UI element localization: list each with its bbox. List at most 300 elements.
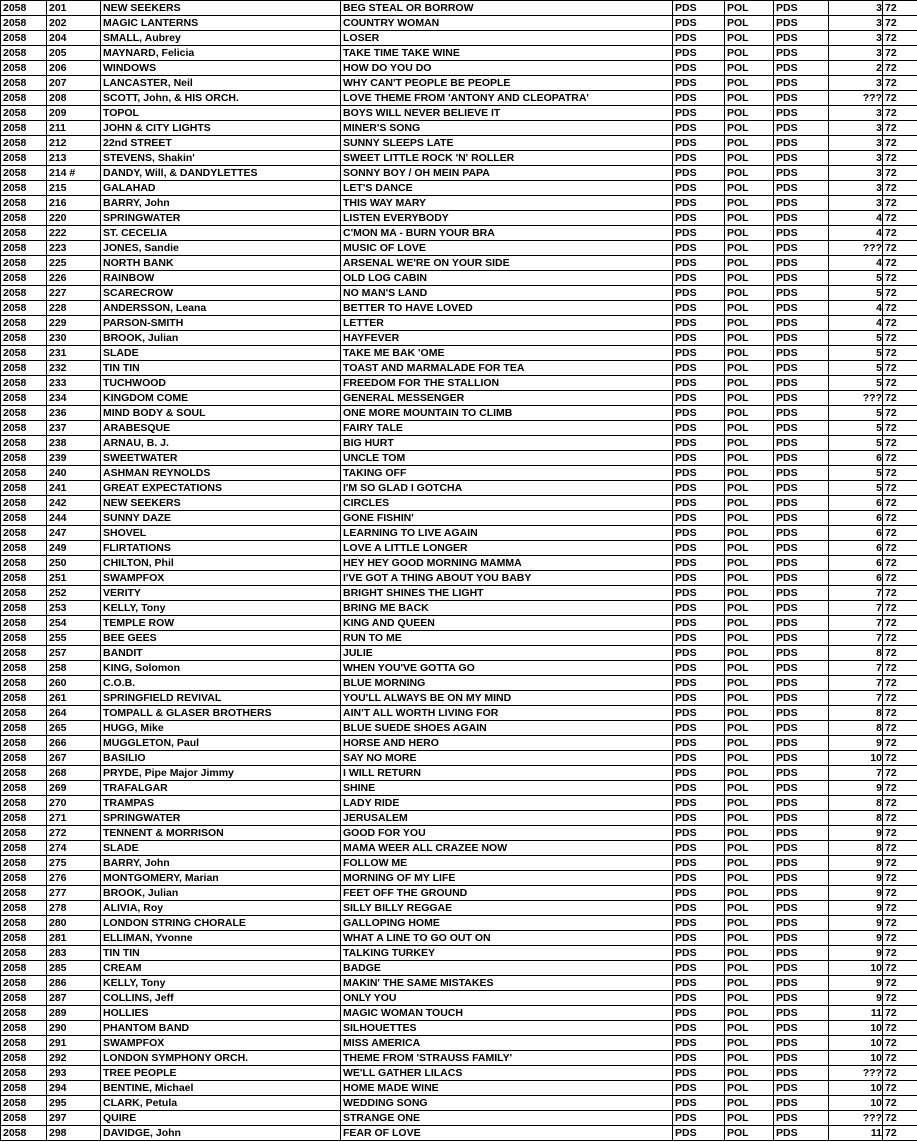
table-row — [1, 166, 917, 181]
code1-cell: PDS — [673, 796, 725, 811]
code1-cell: PDS — [673, 151, 725, 166]
position-cell: 8 — [829, 646, 883, 661]
code1-cell: PDS — [673, 1051, 725, 1066]
label-cell: 2058 — [1, 226, 47, 241]
artist-cell: KINGDOM COME — [101, 391, 341, 406]
catalog-number-cell: 223 — [47, 241, 101, 256]
catalog-number-cell: 220 — [47, 211, 101, 226]
code2-cell: POL — [725, 1111, 774, 1126]
label-cell: 2058 — [1, 1111, 47, 1126]
title-cell: LADY RIDE — [341, 796, 673, 811]
code2-cell: POL — [725, 196, 774, 211]
artist-cell: TIN TIN — [101, 946, 341, 961]
code3-cell: PDS — [774, 31, 829, 46]
catalog-number-cell: 226 — [47, 271, 101, 286]
code1-cell: PDS — [673, 616, 725, 631]
code3-cell: PDS — [774, 511, 829, 526]
artist-cell: ARNAU, B. J. — [101, 436, 341, 451]
code3-cell: PDS — [774, 391, 829, 406]
artist-cell: ALIVIA, Roy — [101, 901, 341, 916]
code3-cell: PDS — [774, 976, 829, 991]
catalog-number-cell: 215 — [47, 181, 101, 196]
artist-cell: SWAMPFOX — [101, 571, 341, 586]
catalog-number-cell: 270 — [47, 796, 101, 811]
code1-cell: PDS — [673, 1006, 725, 1021]
year-cell: 72 — [883, 916, 917, 931]
code2-cell: POL — [725, 316, 774, 331]
catalog-number-cell: 234 — [47, 391, 101, 406]
label-cell: 2058 — [1, 811, 47, 826]
position-cell: 10 — [829, 1051, 883, 1066]
label-cell: 2058 — [1, 751, 47, 766]
artist-cell: BENTINE, Michael — [101, 1081, 341, 1096]
code1-cell: PDS — [673, 106, 725, 121]
code3-cell: PDS — [774, 106, 829, 121]
label-cell: 2058 — [1, 61, 47, 76]
title-cell: BRING ME BACK — [341, 601, 673, 616]
artist-cell: HOLLIES — [101, 1006, 341, 1021]
code3-cell: PDS — [774, 841, 829, 856]
label-cell: 2058 — [1, 646, 47, 661]
code2-cell: POL — [725, 331, 774, 346]
artist-cell: SUNNY DAZE — [101, 511, 341, 526]
catalog-number-cell: 237 — [47, 421, 101, 436]
title-cell: WHAT A LINE TO GO OUT ON — [341, 931, 673, 946]
code3-cell: PDS — [774, 61, 829, 76]
catalog-number-cell: 260 — [47, 676, 101, 691]
table-row — [1, 886, 917, 901]
table-row — [1, 511, 917, 526]
code3-cell: PDS — [774, 826, 829, 841]
artist-cell: LONDON SYMPHONY ORCH. — [101, 1051, 341, 1066]
label-cell: 2058 — [1, 526, 47, 541]
label-cell: 2058 — [1, 46, 47, 61]
code2-cell: POL — [725, 856, 774, 871]
position-cell: ??? — [829, 1066, 883, 1081]
catalog-number-cell: 271 — [47, 811, 101, 826]
year-cell: 72 — [883, 961, 917, 976]
title-cell: COUNTRY WOMAN — [341, 16, 673, 31]
code2-cell: POL — [725, 901, 774, 916]
catalog-number-cell: 229 — [47, 316, 101, 331]
position-cell: 3 — [829, 46, 883, 61]
catalog-number-cell: 278 — [47, 901, 101, 916]
title-cell: FAIRY TALE — [341, 421, 673, 436]
artist-cell: HUGG, Mike — [101, 721, 341, 736]
artist-cell: KELLY, Tony — [101, 976, 341, 991]
title-cell: CIRCLES — [341, 496, 673, 511]
artist-cell: JOHN & CITY LIGHTS — [101, 121, 341, 136]
artist-cell: SPRINGWATER — [101, 211, 341, 226]
artist-cell: TENNENT & MORRISON — [101, 826, 341, 841]
title-cell: BRIGHT SHINES THE LIGHT — [341, 586, 673, 601]
year-cell: 72 — [883, 616, 917, 631]
label-cell: 2058 — [1, 661, 47, 676]
year-cell: 72 — [883, 931, 917, 946]
year-cell: 72 — [883, 556, 917, 571]
year-cell: 72 — [883, 661, 917, 676]
artist-cell: PARSON-SMITH — [101, 316, 341, 331]
title-cell: BIG HURT — [341, 436, 673, 451]
year-cell: 72 — [883, 1096, 917, 1111]
code1-cell: PDS — [673, 601, 725, 616]
label-cell: 2058 — [1, 346, 47, 361]
code2-cell: POL — [725, 46, 774, 61]
code2-cell: POL — [725, 646, 774, 661]
artist-cell: LONDON STRING CHORALE — [101, 916, 341, 931]
catalog-number-cell: 297 — [47, 1111, 101, 1126]
artist-cell: NORTH BANK — [101, 256, 341, 271]
position-cell: 6 — [829, 541, 883, 556]
artist-cell: SWAMPFOX — [101, 1036, 341, 1051]
title-cell: MAKIN' THE SAME MISTAKES — [341, 976, 673, 991]
title-cell: THIS WAY MARY — [341, 196, 673, 211]
year-cell: 72 — [883, 316, 917, 331]
year-cell: 72 — [883, 1111, 917, 1126]
code1-cell: PDS — [673, 331, 725, 346]
code3-cell: PDS — [774, 796, 829, 811]
catalog-number-cell: 269 — [47, 781, 101, 796]
title-cell: LET'S DANCE — [341, 181, 673, 196]
table-row — [1, 436, 917, 451]
artist-cell: BROOK, Julian — [101, 331, 341, 346]
code2-cell: POL — [725, 181, 774, 196]
year-cell: 72 — [883, 226, 917, 241]
label-cell: 2058 — [1, 271, 47, 286]
code2-cell: POL — [725, 721, 774, 736]
position-cell: 3 — [829, 31, 883, 46]
position-cell: 10 — [829, 1096, 883, 1111]
code1-cell: PDS — [673, 541, 725, 556]
table-row — [1, 721, 917, 736]
title-cell: SWEET LITTLE ROCK 'N' ROLLER — [341, 151, 673, 166]
label-cell: 2058 — [1, 106, 47, 121]
year-cell: 72 — [883, 991, 917, 1006]
table-row — [1, 751, 917, 766]
title-cell: TALKING TURKEY — [341, 946, 673, 961]
position-cell: 7 — [829, 586, 883, 601]
code3-cell: PDS — [774, 166, 829, 181]
code1-cell: PDS — [673, 586, 725, 601]
title-cell: STRANGE ONE — [341, 1111, 673, 1126]
table-row — [1, 391, 917, 406]
catalog-number-cell: 244 — [47, 511, 101, 526]
catalog-number-cell: 227 — [47, 286, 101, 301]
year-cell: 72 — [883, 811, 917, 826]
title-cell: MISS AMERICA — [341, 1036, 673, 1051]
position-cell: 8 — [829, 796, 883, 811]
position-cell: 9 — [829, 946, 883, 961]
title-cell: SHINE — [341, 781, 673, 796]
label-cell: 2058 — [1, 886, 47, 901]
catalog-number-cell: 291 — [47, 1036, 101, 1051]
year-cell: 72 — [883, 511, 917, 526]
title-cell: SAY NO MORE — [341, 751, 673, 766]
artist-cell: SCOTT, John, & HIS ORCH. — [101, 91, 341, 106]
title-cell: BLUE MORNING — [341, 676, 673, 691]
table-row — [1, 526, 917, 541]
title-cell: LOVE A LITTLE LONGER — [341, 541, 673, 556]
label-cell: 2058 — [1, 841, 47, 856]
table-row — [1, 241, 917, 256]
catalog-number-cell: 225 — [47, 256, 101, 271]
label-cell: 2058 — [1, 196, 47, 211]
position-cell: 3 — [829, 181, 883, 196]
year-cell: 72 — [883, 1, 917, 16]
code1-cell: PDS — [673, 676, 725, 691]
code3-cell: PDS — [774, 1066, 829, 1081]
table-row — [1, 556, 917, 571]
artist-cell: STEVENS, Shakin' — [101, 151, 341, 166]
position-cell: 6 — [829, 556, 883, 571]
artist-cell: TIN TIN — [101, 361, 341, 376]
label-cell: 2058 — [1, 571, 47, 586]
artist-cell: GREAT EXPECTATIONS — [101, 481, 341, 496]
code1-cell: PDS — [673, 181, 725, 196]
year-cell: 72 — [883, 856, 917, 871]
label-cell: 2058 — [1, 556, 47, 571]
position-cell: 7 — [829, 661, 883, 676]
label-cell: 2058 — [1, 451, 47, 466]
table-row — [1, 31, 917, 46]
code2-cell: POL — [725, 1096, 774, 1111]
title-cell: SILHOUETTES — [341, 1021, 673, 1036]
label-cell: 2058 — [1, 631, 47, 646]
label-cell: 2058 — [1, 946, 47, 961]
catalog-number-cell: 285 — [47, 961, 101, 976]
year-cell: 72 — [883, 151, 917, 166]
code3-cell: PDS — [774, 541, 829, 556]
code3-cell: PDS — [774, 721, 829, 736]
position-cell: 7 — [829, 676, 883, 691]
year-cell: 72 — [883, 376, 917, 391]
catalog-number-cell: 208 — [47, 91, 101, 106]
artist-cell: MAGIC LANTERNS — [101, 16, 341, 31]
table-row — [1, 136, 917, 151]
table-row — [1, 676, 917, 691]
artist-cell: FLIRTATIONS — [101, 541, 341, 556]
table-row — [1, 481, 917, 496]
catalog-number-cell: 205 — [47, 46, 101, 61]
catalog-number-cell: 295 — [47, 1096, 101, 1111]
position-cell: 5 — [829, 376, 883, 391]
artist-cell: KELLY, Tony — [101, 601, 341, 616]
code1-cell: PDS — [673, 736, 725, 751]
title-cell: I'M SO GLAD I GOTCHA — [341, 481, 673, 496]
artist-cell: TRAFALGAR — [101, 781, 341, 796]
code1-cell: PDS — [673, 1096, 725, 1111]
code3-cell: PDS — [774, 586, 829, 601]
code1-cell: PDS — [673, 226, 725, 241]
artist-cell: MIND BODY & SOUL — [101, 406, 341, 421]
code1-cell: PDS — [673, 916, 725, 931]
table-row — [1, 106, 917, 121]
artist-cell: SPRINGWATER — [101, 811, 341, 826]
year-cell: 72 — [883, 496, 917, 511]
code1-cell: PDS — [673, 196, 725, 211]
table-row — [1, 61, 917, 76]
code1-cell: PDS — [673, 961, 725, 976]
year-cell: 72 — [883, 481, 917, 496]
catalog-number-cell: 265 — [47, 721, 101, 736]
code1-cell: PDS — [673, 361, 725, 376]
catalog-number-cell: 231 — [47, 346, 101, 361]
code3-cell: PDS — [774, 151, 829, 166]
code3-cell: PDS — [774, 601, 829, 616]
code2-cell: POL — [725, 481, 774, 496]
code2-cell: POL — [725, 811, 774, 826]
title-cell: MUSIC OF LOVE — [341, 241, 673, 256]
artist-cell: ELLIMAN, Yvonne — [101, 931, 341, 946]
code3-cell: PDS — [774, 946, 829, 961]
title-cell: I WILL RETURN — [341, 766, 673, 781]
position-cell: 3 — [829, 121, 883, 136]
year-cell: 72 — [883, 31, 917, 46]
position-cell: 7 — [829, 601, 883, 616]
label-cell: 2058 — [1, 136, 47, 151]
code3-cell: PDS — [774, 676, 829, 691]
code2-cell: POL — [725, 406, 774, 421]
table-row — [1, 256, 917, 271]
artist-cell: VERITY — [101, 586, 341, 601]
code3-cell: PDS — [774, 301, 829, 316]
title-cell: KING AND QUEEN — [341, 616, 673, 631]
catalog-number-cell: 280 — [47, 916, 101, 931]
code2-cell: POL — [725, 541, 774, 556]
table-row — [1, 346, 917, 361]
label-cell: 2058 — [1, 241, 47, 256]
year-cell: 72 — [883, 946, 917, 961]
year-cell: 72 — [883, 136, 917, 151]
artist-cell: ARABESQUE — [101, 421, 341, 436]
code1-cell: PDS — [673, 781, 725, 796]
code3-cell: PDS — [774, 316, 829, 331]
label-cell: 2058 — [1, 1036, 47, 1051]
catalog-number-cell: 294 — [47, 1081, 101, 1096]
table-row — [1, 856, 917, 871]
title-cell: TAKE ME BAK 'OME — [341, 346, 673, 361]
artist-cell: PRYDE, Pipe Major Jimmy — [101, 766, 341, 781]
code1-cell: PDS — [673, 1111, 725, 1126]
code3-cell: PDS — [774, 76, 829, 91]
code3-cell: PDS — [774, 136, 829, 151]
position-cell: 3 — [829, 151, 883, 166]
table-row — [1, 571, 917, 586]
position-cell: 9 — [829, 976, 883, 991]
code2-cell: POL — [725, 271, 774, 286]
label-cell: 2058 — [1, 511, 47, 526]
code3-cell: PDS — [774, 421, 829, 436]
code1-cell: PDS — [673, 76, 725, 91]
label-cell: 2058 — [1, 421, 47, 436]
code1-cell: PDS — [673, 1036, 725, 1051]
artist-cell: NEW SEEKERS — [101, 496, 341, 511]
title-cell: JERUSALEM — [341, 811, 673, 826]
catalog-number-cell: 228 — [47, 301, 101, 316]
title-cell: HOW DO YOU DO — [341, 61, 673, 76]
code3-cell: PDS — [774, 46, 829, 61]
label-cell: 2058 — [1, 151, 47, 166]
year-cell: 72 — [883, 451, 917, 466]
artist-cell: TUCHWOOD — [101, 376, 341, 391]
table-row — [1, 706, 917, 721]
code2-cell: POL — [725, 511, 774, 526]
table-row — [1, 586, 917, 601]
code1-cell: PDS — [673, 1, 725, 16]
table-row — [1, 496, 917, 511]
year-cell: 72 — [883, 571, 917, 586]
position-cell: 4 — [829, 211, 883, 226]
table-row — [1, 1081, 917, 1096]
position-cell: 3 — [829, 76, 883, 91]
year-cell: 72 — [883, 466, 917, 481]
catalog-number-cell: 290 — [47, 1021, 101, 1036]
code2-cell: POL — [725, 361, 774, 376]
catalog-number-cell: 257 — [47, 646, 101, 661]
code1-cell: PDS — [673, 391, 725, 406]
catalog-number-cell: 254 — [47, 616, 101, 631]
table-row — [1, 316, 917, 331]
catalog-number-cell: 276 — [47, 871, 101, 886]
code1-cell: PDS — [673, 511, 725, 526]
artist-cell: SHOVEL — [101, 526, 341, 541]
title-cell: ONLY YOU — [341, 991, 673, 1006]
position-cell: 5 — [829, 331, 883, 346]
position-cell: 9 — [829, 781, 883, 796]
code1-cell: PDS — [673, 691, 725, 706]
label-cell: 2058 — [1, 976, 47, 991]
code2-cell: POL — [725, 916, 774, 931]
code3-cell: PDS — [774, 901, 829, 916]
artist-cell: TEMPLE ROW — [101, 616, 341, 631]
code3-cell: PDS — [774, 631, 829, 646]
table-row — [1, 766, 917, 781]
table-row — [1, 631, 917, 646]
year-cell: 72 — [883, 781, 917, 796]
table-row — [1, 661, 917, 676]
year-cell: 72 — [883, 691, 917, 706]
code3-cell: PDS — [774, 751, 829, 766]
year-cell: 72 — [883, 76, 917, 91]
year-cell: 72 — [883, 61, 917, 76]
code3-cell: PDS — [774, 226, 829, 241]
artist-cell: SWEETWATER — [101, 451, 341, 466]
title-cell: FEET OFF THE GROUND — [341, 886, 673, 901]
code3-cell: PDS — [774, 691, 829, 706]
code1-cell: PDS — [673, 481, 725, 496]
code1-cell: PDS — [673, 766, 725, 781]
label-cell: 2058 — [1, 796, 47, 811]
position-cell: 9 — [829, 856, 883, 871]
table-row — [1, 961, 917, 976]
year-cell: 72 — [883, 541, 917, 556]
code2-cell: POL — [725, 286, 774, 301]
code3-cell: PDS — [774, 451, 829, 466]
table-row — [1, 376, 917, 391]
year-cell: 72 — [883, 166, 917, 181]
catalog-number-cell: 252 — [47, 586, 101, 601]
position-cell: 5 — [829, 271, 883, 286]
label-cell: 2058 — [1, 1021, 47, 1036]
table-row — [1, 826, 917, 841]
code1-cell: PDS — [673, 271, 725, 286]
title-cell: ARSENAL WE'RE ON YOUR SIDE — [341, 256, 673, 271]
label-cell: 2058 — [1, 1051, 47, 1066]
code2-cell: POL — [725, 616, 774, 631]
code1-cell: PDS — [673, 571, 725, 586]
catalog-number-cell: 240 — [47, 466, 101, 481]
label-cell: 2058 — [1, 16, 47, 31]
